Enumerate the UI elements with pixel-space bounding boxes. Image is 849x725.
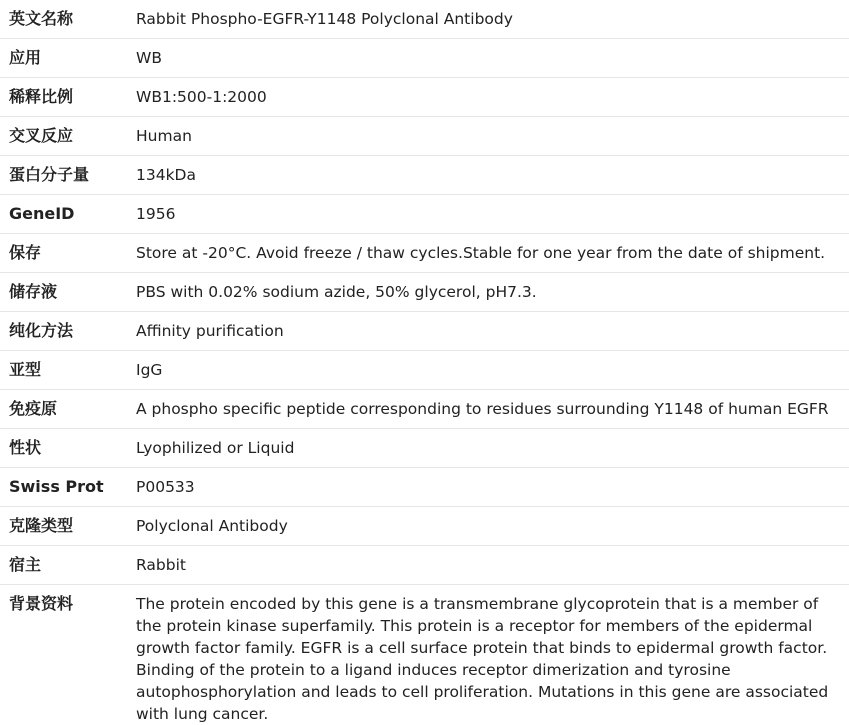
spec-row-storage <box>0 234 849 273</box>
spec-value: Polyclonal Antibody <box>136 507 849 546</box>
spec-row-host <box>0 546 849 585</box>
spec-value: Lyophilized or Liquid <box>136 429 849 468</box>
spec-value: 1956 <box>136 195 849 234</box>
spec-label: 蛋白分子量 <box>0 156 136 195</box>
spec-row-application <box>0 39 849 78</box>
spec-label: Swiss Prot <box>0 468 136 507</box>
spec-row-swiss-prot <box>0 468 849 507</box>
spec-row-isotype <box>0 351 849 390</box>
spec-row-dilution <box>0 78 849 117</box>
spec-label: 储存液 <box>0 273 136 312</box>
spec-value-background: The protein encoded by this gene is a transmembrane glycoprotein that is a member of the protein kinase superfamily. This protein is a receptor for members of the epidermal growth factor family. EGFR is a cell surface protein that binds to epidermal growth factor. Binding of the protein to a ligand induces receptor dimerization and tyrosine autophosphorylation and leads to cell proliferation. Mutations in this gene are associated with lung cancer. <box>136 585 849 725</box>
spec-row-immunogen <box>0 390 849 429</box>
spec-row-gene-id <box>0 195 849 234</box>
spec-label: 性状 <box>0 429 136 468</box>
spec-label: 稀释比例 <box>0 78 136 117</box>
spec-row-molecular-weight <box>0 156 849 195</box>
spec-value: A phospho specific peptide corresponding to residues surrounding Y1148 of human EGFR <box>136 390 849 429</box>
spec-label: 克隆类型 <box>0 507 136 546</box>
spec-row-form <box>0 429 849 468</box>
spec-value: 134kDa <box>136 156 849 195</box>
spec-label: GeneID <box>0 195 136 234</box>
spec-row-purification <box>0 312 849 351</box>
spec-label: 应用 <box>0 39 136 78</box>
spec-label: 纯化方法 <box>0 312 136 351</box>
spec-value: PBS with 0.02% sodium azide, 50% glycerol, pH7.3. <box>136 273 849 312</box>
spec-value: Human <box>136 117 849 156</box>
spec-value: Rabbit Phospho-EGFR-Y1148 Polyclonal Antibody <box>136 0 849 39</box>
spec-value: WB1:500-1:2000 <box>136 78 849 117</box>
spec-row-background <box>0 585 849 725</box>
spec-row-english-name <box>0 0 849 39</box>
spec-label: 英文名称 <box>0 0 136 39</box>
spec-label: 宿主 <box>0 546 136 585</box>
spec-row-buffer <box>0 273 849 312</box>
spec-label: 保存 <box>0 234 136 273</box>
spec-row-clonality <box>0 507 849 546</box>
spec-label: 免疫原 <box>0 390 136 429</box>
spec-row-reactivity <box>0 117 849 156</box>
spec-value: P00533 <box>136 468 849 507</box>
spec-value: IgG <box>136 351 849 390</box>
spec-label: 背景资料 <box>0 585 136 725</box>
spec-label: 交叉反应 <box>0 117 136 156</box>
spec-value: Rabbit <box>136 546 849 585</box>
spec-label: 亚型 <box>0 351 136 390</box>
spec-value: Store at -20°C. Avoid freeze / thaw cycles.Stable for one year from the date of shipment. <box>136 234 849 273</box>
spec-value: WB <box>136 39 849 78</box>
spec-value: Affinity purification <box>136 312 849 351</box>
